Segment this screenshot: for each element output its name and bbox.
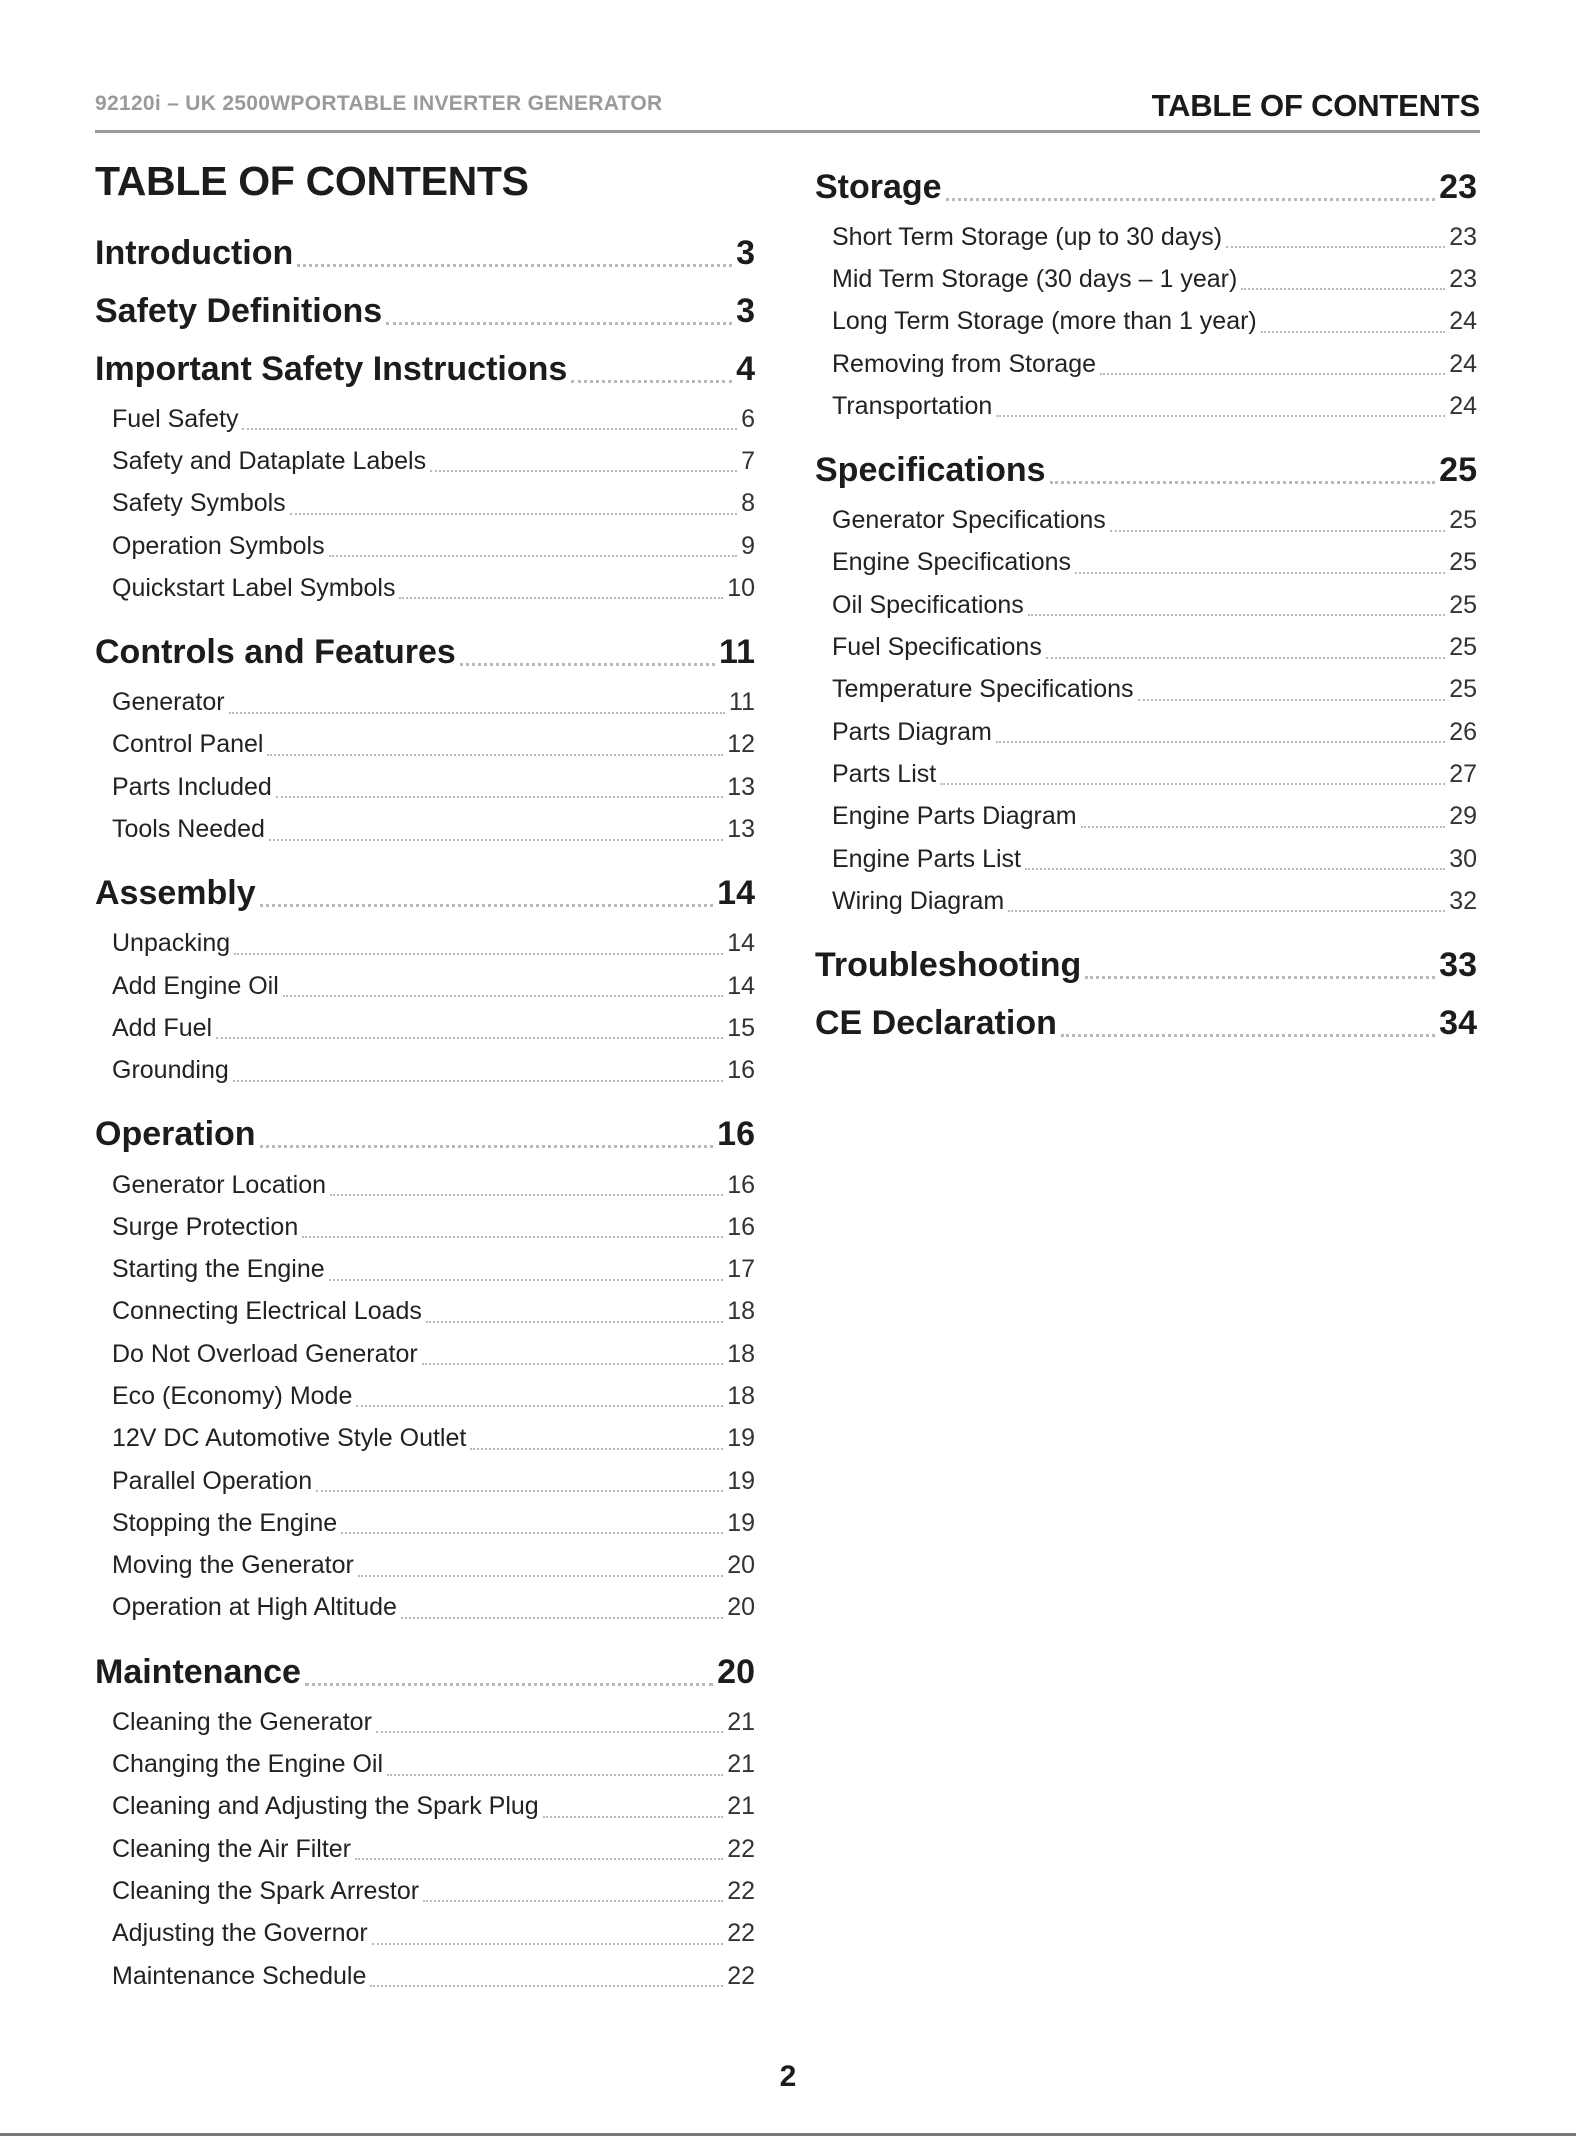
dot-leader xyxy=(460,663,715,666)
toc-subsection-entry[interactable] xyxy=(815,711,1477,753)
toc-subsection-entry[interactable] xyxy=(95,1786,755,1828)
toc-entry-label: Cleaning and Adjusting the Spark Plug xyxy=(112,1792,539,1821)
toc-entry-page: 25 xyxy=(1449,633,1477,662)
toc-entry-page: 3 xyxy=(736,291,755,330)
dot-leader xyxy=(316,1490,723,1492)
dot-leader xyxy=(370,1985,723,1987)
toc-entry-page: 20 xyxy=(717,1652,755,1691)
toc-subsection-entry[interactable] xyxy=(815,880,1477,922)
toc-entry-page: 26 xyxy=(1449,717,1477,746)
dot-leader xyxy=(341,1532,723,1534)
toc-entry-page: 11 xyxy=(719,632,755,671)
toc-entry-page: 14 xyxy=(727,971,755,1000)
dot-leader xyxy=(242,428,737,430)
toc-entry-label: Removing from Storage xyxy=(832,349,1097,378)
toc-entry-page: 29 xyxy=(1449,802,1477,831)
dot-leader xyxy=(330,1194,723,1196)
section-gap xyxy=(95,609,755,623)
toc-entry-label: Grounding xyxy=(112,1056,229,1085)
toc-subsection-entry[interactable] xyxy=(95,398,755,440)
toc-entry-label: Specifications xyxy=(815,450,1046,489)
toc-section-entry[interactable] xyxy=(95,340,755,398)
toc-entry-label: Parts List xyxy=(832,759,937,788)
toc-entry-page: 18 xyxy=(727,1297,755,1326)
toc-entry-label: Operation Symbols xyxy=(112,531,325,560)
dot-leader xyxy=(216,1037,723,1039)
toc-entry-page: 23 xyxy=(1439,167,1477,206)
toc-entry-label: Starting the Engine xyxy=(112,1255,325,1284)
toc-entry-page: 19 xyxy=(727,1466,755,1495)
toc-entry-label: Temperature Specifications xyxy=(832,675,1134,704)
dot-leader xyxy=(423,1900,723,1902)
dot-leader xyxy=(1075,572,1445,574)
toc-entry-page: 6 xyxy=(741,404,755,433)
section-gap xyxy=(815,922,1477,936)
dot-leader xyxy=(571,380,732,383)
toc-subsection-entry[interactable] xyxy=(95,1333,755,1375)
toc-entry-page: 22 xyxy=(727,1876,755,1905)
toc-entry-page: 21 xyxy=(727,1750,755,1779)
dot-leader xyxy=(1050,481,1436,484)
toc-subsection-entry[interactable] xyxy=(815,343,1477,385)
toc-subsection-entry[interactable] xyxy=(815,385,1477,427)
toc-entry-label: Long Term Storage (more than 1 year) xyxy=(832,307,1257,336)
dot-leader xyxy=(276,796,723,798)
dot-leader xyxy=(1008,910,1445,912)
toc-section-entry[interactable] xyxy=(815,441,1477,499)
section-gap xyxy=(95,851,755,865)
toc-subsection-entry[interactable] xyxy=(815,753,1477,795)
dot-leader xyxy=(376,1731,723,1733)
toc-entry-page: 21 xyxy=(727,1792,755,1821)
toc-subsection-entry[interactable] xyxy=(95,1587,755,1629)
toc-section-entry[interactable] xyxy=(95,623,755,681)
toc-entry-page: 4 xyxy=(736,349,755,388)
dot-leader xyxy=(1138,699,1446,701)
toc-subsection-entry[interactable] xyxy=(95,567,755,609)
toc-entry-page: 25 xyxy=(1449,590,1477,619)
toc-entry-page: 21 xyxy=(727,1707,755,1736)
dot-leader xyxy=(426,1321,723,1323)
toc-entry-page: 25 xyxy=(1449,675,1477,704)
dot-leader xyxy=(1100,373,1445,375)
toc-entry-page: 24 xyxy=(1449,391,1477,420)
dot-leader xyxy=(386,322,732,325)
toc-entry-label: Parts Diagram xyxy=(832,717,992,746)
toc-subsection-entry[interactable] xyxy=(815,216,1477,258)
dot-leader xyxy=(229,712,725,714)
toc-entry-page: 16 xyxy=(727,1056,755,1085)
toc-entry-label: Troubleshooting xyxy=(815,945,1082,984)
toc-entry-label: Add Engine Oil xyxy=(112,971,279,1000)
toc-entry-label: Add Fuel xyxy=(112,1013,213,1042)
toc-entry-page: 17 xyxy=(727,1255,755,1284)
toc-left-column xyxy=(95,224,755,1997)
toc-entry-label: Connecting Electrical Loads xyxy=(112,1297,422,1326)
page-title: TABLE OF CONTENTS xyxy=(95,158,529,204)
dot-leader xyxy=(305,1683,713,1686)
toc-subsection-entry[interactable] xyxy=(95,440,755,482)
toc-entry-label: Unpacking xyxy=(112,929,231,958)
toc-subsection-entry[interactable] xyxy=(95,1291,755,1333)
dot-leader xyxy=(260,1145,714,1148)
toc-section-entry[interactable] xyxy=(815,994,1477,1052)
toc-entry-page: 13 xyxy=(727,772,755,801)
toc-entry-page: 16 xyxy=(717,1115,755,1154)
toc-entry-label: Short Term Storage (up to 30 days) xyxy=(832,222,1223,251)
toc-entry-page: 14 xyxy=(727,929,755,958)
toc-entry-label: Adjusting the Governor xyxy=(112,1919,368,1948)
toc-entry-page: 34 xyxy=(1439,1003,1477,1042)
toc-entry-page: 9 xyxy=(741,531,755,560)
toc-entry-label: Stopping the Engine xyxy=(112,1508,338,1537)
toc-entry-label: Assembly xyxy=(95,874,256,913)
toc-subsection-entry[interactable] xyxy=(95,1701,755,1743)
toc-entry-label: Generator Location xyxy=(112,1170,327,1199)
toc-entry-label: Surge Protection xyxy=(112,1212,299,1241)
toc-subsection-entry[interactable] xyxy=(95,681,755,723)
toc-subsection-entry[interactable] xyxy=(815,796,1477,838)
toc-entry-label: Wiring Diagram xyxy=(832,886,1005,915)
dot-leader xyxy=(996,415,1445,417)
toc-entry-page: 18 xyxy=(727,1339,755,1368)
toc-entry-page: 14 xyxy=(717,874,755,913)
toc-subsection-entry[interactable] xyxy=(815,584,1477,626)
dot-leader xyxy=(269,839,723,841)
toc-entry-page: 22 xyxy=(727,1834,755,1863)
dot-leader xyxy=(1110,530,1445,532)
toc-entry-page: 20 xyxy=(727,1551,755,1580)
toc-subsection-entry[interactable] xyxy=(815,258,1477,300)
toc-entry-page: 25 xyxy=(1449,548,1477,577)
toc-entry-label: Fuel Safety xyxy=(112,404,239,433)
toc-subsection-entry[interactable] xyxy=(95,1418,755,1460)
toc-entry-label: Do Not Overload Generator xyxy=(112,1339,418,1368)
dot-leader xyxy=(399,597,723,599)
toc-entry-page: 3 xyxy=(736,233,755,272)
toc-subsection-entry[interactable] xyxy=(95,923,755,965)
toc-section-entry[interactable] xyxy=(815,158,1477,216)
toc-entry-label: Cleaning the Air Filter xyxy=(112,1834,352,1863)
dot-leader xyxy=(1061,1034,1435,1037)
toc-subsection-entry[interactable] xyxy=(95,1460,755,1502)
toc-subsection-entry[interactable] xyxy=(95,724,755,766)
toc-entry-label: Cleaning the Spark Arrestor xyxy=(112,1876,420,1905)
toc-section-entry[interactable] xyxy=(95,1106,755,1164)
toc-entry-label: Introduction xyxy=(95,233,294,272)
dot-leader xyxy=(283,995,723,997)
toc-subsection-entry[interactable] xyxy=(95,525,755,567)
toc-entry-page: 18 xyxy=(727,1381,755,1410)
toc-entry-label: Safety and Dataplate Labels xyxy=(112,446,427,475)
section-gap xyxy=(95,1629,755,1643)
dot-leader xyxy=(267,754,723,756)
toc-entry-label: Moving the Generator xyxy=(112,1551,354,1580)
dot-leader xyxy=(233,1080,723,1082)
toc-subsection-entry[interactable] xyxy=(95,1164,755,1206)
dot-leader xyxy=(329,1279,724,1281)
toc-entry-label: Parts Included xyxy=(112,772,272,801)
toc-subsection-entry[interactable] xyxy=(815,838,1477,880)
toc-entry-page: 22 xyxy=(727,1919,755,1948)
section-gap xyxy=(95,1092,755,1106)
toc-entry-page: 27 xyxy=(1449,759,1477,788)
toc-subsection-entry[interactable] xyxy=(95,1913,755,1955)
toc-entry-label: Transportation xyxy=(832,391,993,420)
section-gap xyxy=(815,427,1477,441)
dot-leader xyxy=(290,513,737,515)
toc-entry-label: Quickstart Label Symbols xyxy=(112,573,396,602)
toc-entry-label: Generator xyxy=(112,688,225,717)
toc-entry-page: 15 xyxy=(727,1013,755,1042)
toc-entry-page: 32 xyxy=(1449,886,1477,915)
toc-entry-page: 24 xyxy=(1449,307,1477,336)
toc-entry-page: 16 xyxy=(727,1212,755,1241)
toc-subsection-entry[interactable] xyxy=(95,483,755,525)
dot-leader xyxy=(1028,614,1445,616)
toc-entry-label: Cleaning the Generator xyxy=(112,1707,372,1736)
toc-entry-label: 12V DC Automotive Style Outlet xyxy=(112,1424,467,1453)
header-section-title: TABLE OF CONTENTS xyxy=(1151,88,1480,123)
dot-leader xyxy=(234,953,723,955)
dot-leader xyxy=(356,1405,723,1407)
dot-leader xyxy=(1241,288,1445,290)
toc-entry-page: 19 xyxy=(727,1508,755,1537)
toc-entry-page: 23 xyxy=(1449,264,1477,293)
dot-leader xyxy=(1261,331,1445,333)
toc-entry-label: Safety Symbols xyxy=(112,489,286,518)
toc-right-column xyxy=(815,158,1477,1052)
toc-entry-label: Operation at High Altitude xyxy=(112,1593,397,1622)
toc-subsection-entry[interactable] xyxy=(95,1545,755,1587)
dot-leader xyxy=(387,1774,723,1776)
dot-leader xyxy=(470,1448,723,1450)
toc-entry-label: Eco (Economy) Mode xyxy=(112,1381,353,1410)
dot-leader xyxy=(430,470,737,472)
toc-entry-page: 30 xyxy=(1449,844,1477,873)
dot-leader xyxy=(946,198,1436,201)
toc-subsection-entry[interactable] xyxy=(95,808,755,850)
dot-leader xyxy=(543,1816,724,1818)
toc-entry-label: Generator Specifications xyxy=(832,506,1106,535)
toc-entry-label: Maintenance Schedule xyxy=(112,1961,367,1990)
toc-subsection-entry[interactable] xyxy=(95,1206,755,1248)
toc-entry-page: 33 xyxy=(1439,945,1477,984)
dot-leader xyxy=(996,741,1445,743)
toc-entry-page: 20 xyxy=(727,1593,755,1622)
toc-subsection-entry[interactable] xyxy=(815,542,1477,584)
toc-subsection-entry[interactable] xyxy=(95,1007,755,1049)
dot-leader xyxy=(401,1617,723,1619)
toc-subsection-entry[interactable] xyxy=(95,1743,755,1785)
toc-entry-page: 23 xyxy=(1449,222,1477,251)
dot-leader xyxy=(1046,657,1445,659)
toc-subsection-entry[interactable] xyxy=(815,499,1477,541)
toc-entry-page: 16 xyxy=(727,1170,755,1199)
toc-subsection-entry[interactable] xyxy=(95,965,755,1007)
toc-subsection-entry[interactable] xyxy=(815,669,1477,711)
toc-entry-page: 22 xyxy=(727,1961,755,1990)
toc-entry-label: Control Panel xyxy=(112,730,264,759)
toc-entry-label: Parallel Operation xyxy=(112,1466,313,1495)
toc-subsection-entry[interactable] xyxy=(95,1955,755,1997)
toc-subsection-entry[interactable] xyxy=(95,1828,755,1870)
toc-entry-label: Maintenance xyxy=(95,1652,301,1691)
dot-leader xyxy=(1085,976,1435,979)
toc-section-entry[interactable] xyxy=(95,865,755,923)
dot-leader xyxy=(355,1858,723,1860)
dot-leader xyxy=(422,1363,723,1365)
header-divider xyxy=(95,130,1480,133)
toc-entry-page: 11 xyxy=(729,688,755,717)
dot-leader xyxy=(297,264,732,267)
toc-entry-label: Oil Specifications xyxy=(832,590,1024,619)
toc-entry-label: Mid Term Storage (30 days – 1 year) xyxy=(832,264,1238,293)
toc-entry-label: Operation xyxy=(95,1115,256,1154)
toc-entry-label: Tools Needed xyxy=(112,815,265,844)
toc-entry-label: Engine Specifications xyxy=(832,548,1072,577)
toc-section-entry[interactable] xyxy=(95,224,755,282)
dot-leader xyxy=(1025,868,1445,870)
dot-leader xyxy=(302,1236,723,1238)
toc-entry-label: Engine Parts Diagram xyxy=(832,802,1077,831)
dot-leader xyxy=(940,783,1445,785)
toc-entry-label: Important Safety Instructions xyxy=(95,349,568,388)
toc-subsection-entry[interactable] xyxy=(815,626,1477,668)
dot-leader xyxy=(1081,826,1446,828)
toc-subsection-entry[interactable] xyxy=(95,1248,755,1290)
toc-subsection-entry[interactable] xyxy=(95,766,755,808)
toc-subsection-entry[interactable] xyxy=(95,1375,755,1417)
toc-entry-label: Engine Parts List xyxy=(832,844,1021,873)
toc-entry-label: Fuel Specifications xyxy=(832,633,1042,662)
toc-entry-page: 24 xyxy=(1449,349,1477,378)
toc-entry-page: 19 xyxy=(727,1424,755,1453)
toc-entry-label: Changing the Engine Oil xyxy=(112,1750,384,1779)
dot-leader xyxy=(372,1943,723,1945)
toc-section-entry[interactable] xyxy=(815,936,1477,994)
toc-section-entry[interactable] xyxy=(95,282,755,340)
dot-leader xyxy=(260,904,714,907)
dot-leader xyxy=(329,555,737,557)
toc-entry-page: 10 xyxy=(727,573,755,602)
dot-leader xyxy=(1226,246,1445,248)
toc-entry-label: Storage xyxy=(815,167,942,206)
toc-entry-label: Safety Definitions xyxy=(95,291,383,330)
page-number: 2 xyxy=(779,2060,797,2093)
toc-subsection-entry[interactable] xyxy=(95,1502,755,1544)
bottom-divider xyxy=(0,2133,1576,2136)
toc-section-entry[interactable] xyxy=(95,1643,755,1701)
toc-entry-label: Controls and Features xyxy=(95,632,456,671)
toc-subsection-entry[interactable] xyxy=(815,301,1477,343)
toc-entry-page: 8 xyxy=(741,489,755,518)
toc-entry-page: 7 xyxy=(741,446,755,475)
toc-subsection-entry[interactable] xyxy=(95,1050,755,1092)
dot-leader xyxy=(358,1575,723,1577)
toc-entry-label: CE Declaration xyxy=(815,1003,1057,1042)
header-product-name: 92120i – UK 2500WPORTABLE INVERTER GENERATOR xyxy=(95,92,663,115)
toc-entry-page: 25 xyxy=(1439,450,1477,489)
toc-subsection-entry[interactable] xyxy=(95,1870,755,1912)
toc-entry-page: 25 xyxy=(1449,506,1477,535)
toc-entry-page: 12 xyxy=(727,730,755,759)
toc-entry-page: 13 xyxy=(727,815,755,844)
